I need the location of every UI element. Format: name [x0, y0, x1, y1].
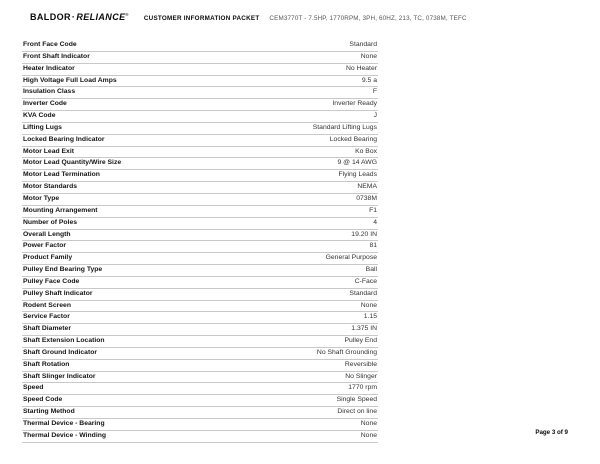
row-value: 19.20 IN	[351, 230, 377, 238]
row-label: Number of Poles	[23, 218, 78, 226]
table-row	[22, 336, 378, 348]
row-value: Reversible	[344, 360, 377, 368]
table-row	[22, 241, 378, 253]
row-label: Shaft Diameter	[23, 325, 71, 333]
row-label: KVA Code	[23, 112, 56, 120]
row-label: Front Face Code	[23, 41, 77, 49]
table-row	[22, 289, 378, 301]
row-value: None	[360, 52, 377, 60]
registered-trademark-icon: ®	[125, 12, 129, 17]
baldor-reliance-logo	[30, 12, 129, 22]
spec-table	[22, 40, 378, 443]
row-label: Pulley Face Code	[23, 277, 80, 285]
table-row	[22, 170, 378, 182]
row-value: None	[360, 431, 377, 439]
table-row	[22, 312, 378, 324]
table-row	[22, 194, 378, 206]
table-row	[22, 372, 378, 384]
row-value: Direct on line	[337, 408, 377, 416]
table-row	[22, 383, 378, 395]
table-row	[22, 395, 378, 407]
row-value: Inverter Ready	[332, 100, 377, 108]
table-row	[22, 253, 378, 265]
row-value: Standard	[349, 41, 377, 49]
row-label: Motor Standards	[23, 183, 78, 191]
table-row	[22, 147, 378, 159]
row-label: Overall Length	[23, 230, 71, 238]
table-row	[22, 99, 378, 111]
row-label: Motor Lead Quantity/Wire Size	[23, 159, 122, 167]
row-value: Ball	[365, 266, 377, 274]
row-value: General Purpose	[325, 254, 377, 262]
table-row	[22, 324, 378, 336]
row-value: J	[373, 112, 377, 120]
row-label: Product Family	[23, 254, 73, 262]
table-row	[22, 111, 378, 123]
row-value: 4	[373, 218, 377, 226]
row-value: 1.375 IN	[351, 325, 377, 333]
row-label: Service Factor	[23, 313, 70, 321]
row-label: Shaft Extension Location	[23, 337, 105, 345]
page-number: Page 3 of 9	[535, 429, 568, 436]
row-value: 1770 rpm	[348, 384, 377, 392]
logo-reliance-text: RELIANCE	[76, 12, 126, 22]
row-label: Shaft Rotation	[23, 360, 70, 368]
row-label: Mounting Arrangement	[23, 206, 98, 214]
row-label: Speed	[23, 384, 44, 392]
row-label: Shaft Ground Indicator	[23, 348, 98, 356]
row-label: Rodent Screen	[23, 301, 71, 309]
table-row	[22, 158, 378, 170]
row-value: Flying Leads	[338, 171, 377, 179]
row-label: Speed Code	[23, 396, 63, 404]
table-row	[22, 135, 378, 147]
row-label: Starting Method	[23, 408, 75, 416]
table-row	[22, 182, 378, 194]
row-value: Locked Bearing	[329, 135, 377, 143]
page-footer	[0, 429, 568, 436]
row-value: 9 @ 14 AWG	[337, 159, 377, 167]
row-label: Pulley End Bearing Type	[23, 266, 103, 274]
row-label: Insulation Class	[23, 88, 76, 96]
row-label: Thermal Device - Bearing	[23, 420, 105, 428]
row-label: Thermal Device - Winding	[23, 431, 107, 439]
row-value: Ko Box	[355, 147, 377, 155]
table-row	[22, 64, 378, 76]
logo-baldor-text: BALDOR	[30, 12, 71, 22]
row-label: High Voltage Full Load Amps	[23, 76, 117, 84]
row-value: F	[372, 88, 377, 96]
document-title: CUSTOMER INFORMATION PACKET	[143, 15, 260, 22]
table-row	[22, 52, 378, 64]
table-row	[22, 76, 378, 88]
row-label: Lifting Lugs	[23, 123, 62, 131]
row-value: Pulley End	[344, 337, 377, 345]
table-row	[22, 277, 378, 289]
row-value: 81	[369, 242, 377, 250]
row-value: F1	[369, 206, 377, 214]
row-label: Pulley Shaft Indicator	[23, 289, 93, 297]
row-value: 9.5 a	[361, 76, 377, 84]
row-label: Shaft Slinger Indicator	[23, 372, 96, 380]
logo-dot-separator: ·	[71, 12, 76, 22]
row-value: No Heater	[346, 64, 377, 72]
catalog-spec-line: CEM3770T - 7.5HP, 1770RPM, 3PH, 60HZ, 213, TC, 0738M, TEFC	[269, 15, 467, 22]
table-row	[22, 218, 378, 230]
table-row	[22, 40, 378, 52]
row-value: None	[360, 420, 377, 428]
row-value: None	[360, 301, 377, 309]
row-value: 0738M	[356, 194, 377, 202]
table-row	[22, 348, 378, 360]
table-row	[22, 407, 378, 419]
row-label: Front Shaft Indicator	[23, 52, 90, 60]
row-value: Single Speed	[336, 396, 377, 404]
row-label: Heater Indicator	[23, 64, 75, 72]
table-row	[22, 360, 378, 372]
row-value: Standard	[349, 289, 377, 297]
row-label: Motor Type	[23, 194, 60, 202]
table-row	[22, 123, 378, 135]
row-value: C-Face	[354, 277, 377, 285]
row-label: Power Factor	[23, 242, 67, 250]
row-value: Standard Lifting Lugs	[312, 123, 377, 131]
row-label: Motor Lead Termination	[23, 171, 100, 179]
row-value: 1.15	[363, 313, 377, 321]
row-value: NEMA	[357, 183, 377, 191]
row-label: Locked Bearing Indicator	[23, 135, 105, 143]
row-value: No Slinger	[345, 372, 377, 380]
table-row	[22, 265, 378, 277]
row-label: Motor Lead Exit	[23, 147, 74, 155]
row-label: Inverter Code	[23, 100, 67, 108]
table-row	[22, 301, 378, 313]
row-value: No Shaft Grounding	[316, 348, 377, 356]
table-row	[22, 230, 378, 242]
page-header	[30, 12, 467, 24]
table-row	[22, 206, 378, 218]
table-row	[22, 87, 378, 99]
